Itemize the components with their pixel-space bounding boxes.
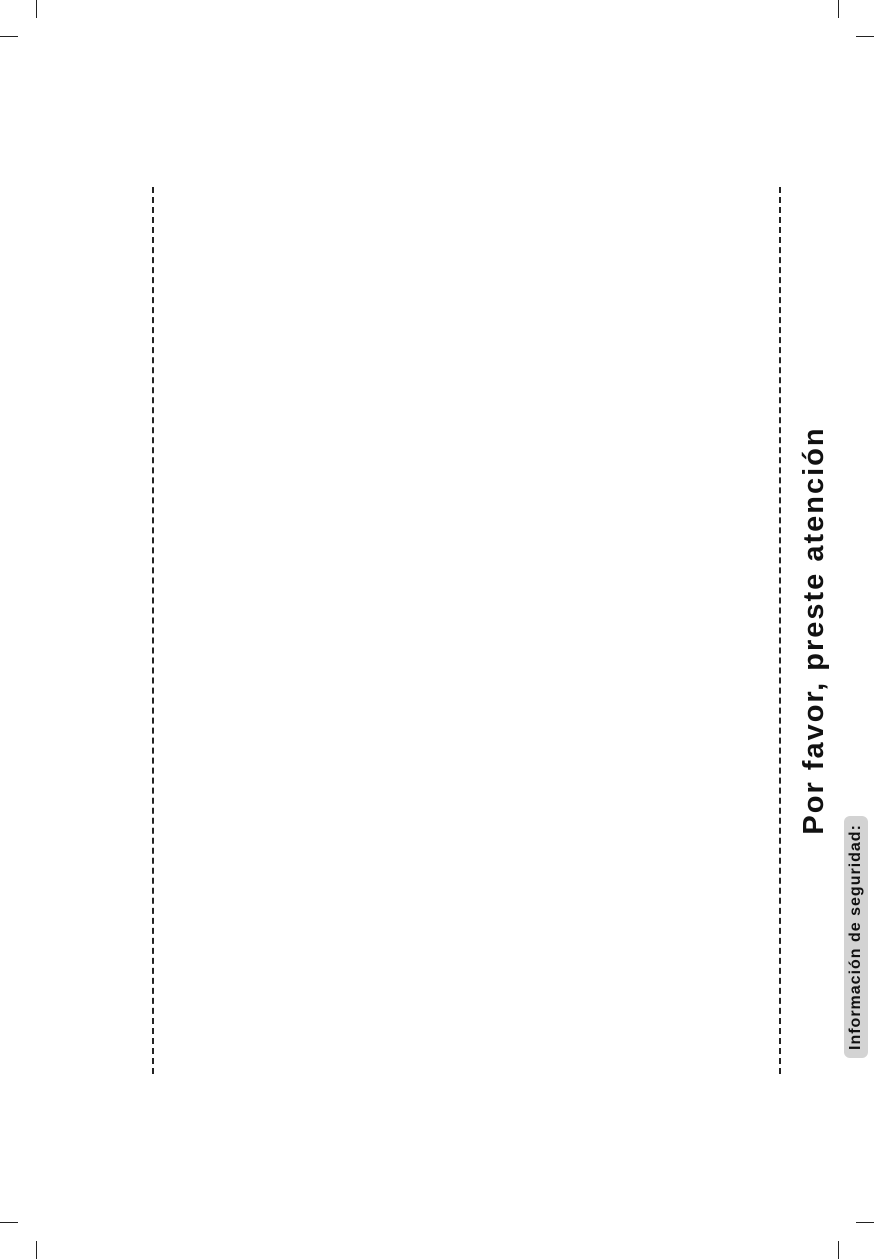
right-dashed-rule — [779, 187, 781, 1074]
crop-mark — [0, 1222, 18, 1223]
crop-mark — [856, 36, 874, 37]
section-label: Información de seguridad: — [844, 816, 868, 1058]
crop-mark — [856, 1222, 874, 1223]
page-title: Por favor, preste atención — [798, 426, 830, 835]
page-content — [786, 187, 874, 1074]
crop-mark — [36, 1241, 37, 1259]
crop-mark — [838, 1241, 839, 1259]
crop-mark — [36, 0, 37, 18]
left-dashed-rule — [152, 187, 154, 1074]
crop-mark — [0, 36, 18, 37]
crop-mark — [838, 0, 839, 18]
